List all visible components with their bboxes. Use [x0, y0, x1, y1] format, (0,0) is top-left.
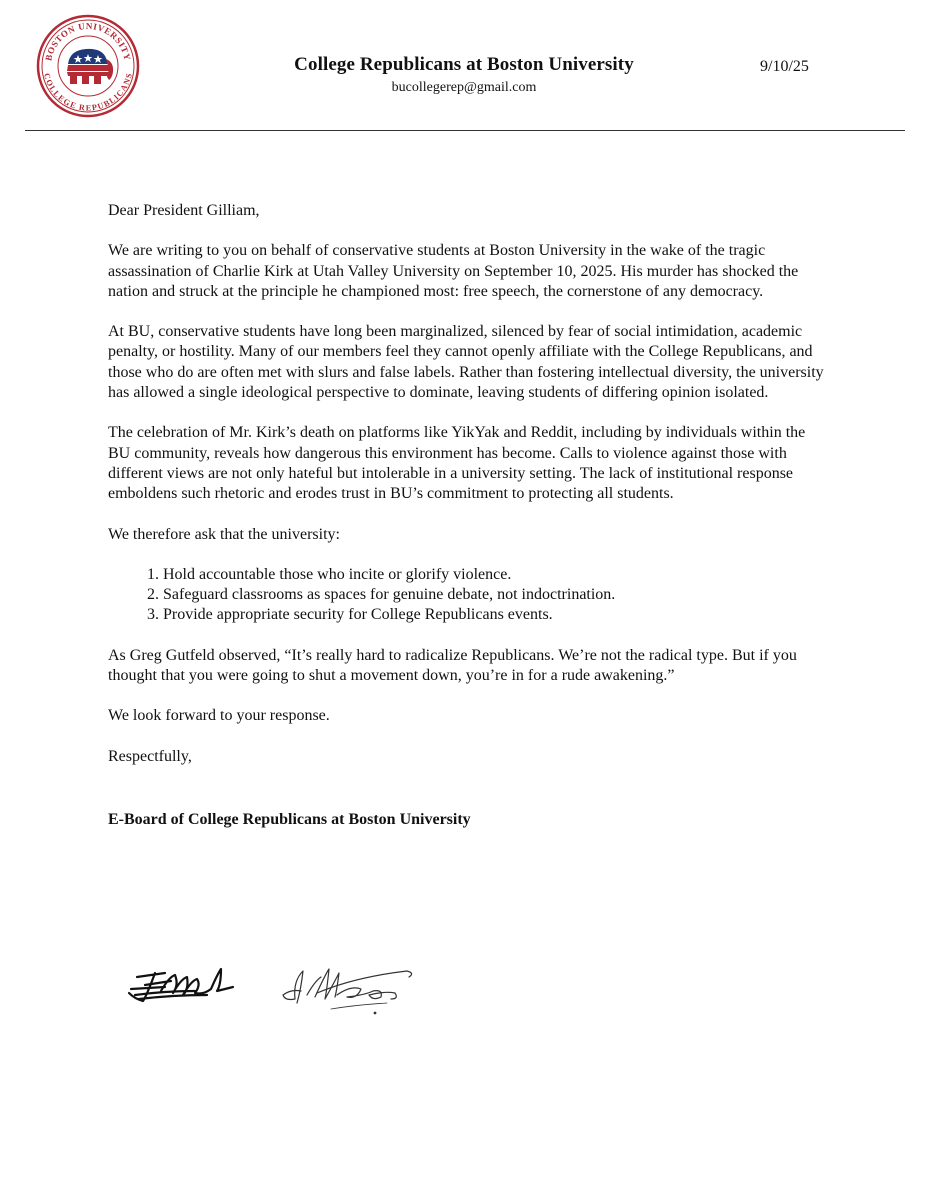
seal-bottom-text: COLLEGE REPUBLICANS — [42, 72, 134, 113]
paragraph-3: The celebration of Mr. Kirk’s death on platforms like YikYak and Reddit, including by individuals within the BU community, reveals how dangerous this environment has become. Calls to violence against those with different views are not only hateful but intolerable in a university setting. The lack of institutional response emboldens such rhetoric and erodes trust in BU’s commitment to protecting all students. — [108, 424, 806, 503]
organization-email: bucollegerep@gmail.com — [391, 80, 537, 95]
header-divider — [25, 130, 905, 131]
list-item: 2. Safeguard classrooms as spaces for genuine debate, not indoctrination. — [163, 585, 828, 605]
valediction: Respectfully, — [108, 747, 192, 765]
handwritten-signatures — [125, 955, 425, 1025]
closing-line: We look forward to your response. — [108, 707, 330, 725]
salutation: Dear President Gilliam, — [108, 202, 260, 219]
signature-1 — [129, 969, 233, 1001]
signature-2 — [283, 969, 412, 1014]
seal-top-text: BOSTON UNIVERSITY — [43, 20, 133, 62]
requests-list — [108, 565, 828, 626]
paragraph-4: We therefore ask that the university: — [108, 525, 340, 543]
signatory-name: E-Board of College Republicans at Boston University — [108, 810, 471, 828]
quote-paragraph: As Greg Gutfeld observed, “It’s really hard to radicalize Republicans. We’re not the radical type. But if you thought that you were going to shut a movement down, you’re in for a rude awakening.” — [108, 646, 797, 685]
paragraph-2: At BU, conservative students have long been marginalized, silenced by fear of social intimidation, academic penalty, or hostility. Many of our members feel they cannot openly affiliate with the College Republicans, and those who do are often met with slurs and false labels. Rather than fostering intellectual diversity, the university has allowed a single ideological perspective to dominate, leaving students of differing opinion isolated. — [108, 323, 824, 402]
list-item: 3. Provide appropriate security for College Republicans events. — [163, 605, 828, 625]
list-item: 1. Hold accountable those who incite or glorify violence. — [163, 565, 828, 585]
organization-name: College Republicans at Boston University — [294, 54, 634, 75]
letter-body — [108, 201, 828, 850]
paragraph-1: We are writing to you on behalf of conservative students at Boston University in the wake of the tragic assassination of Charlie Kirk at Utah Valley University on September 10, 2025. His murder has shocked the nation and struck at the principle he championed most: free speech, the cornerstone of any democracy. — [108, 242, 799, 300]
letter-date: 9/10/25 — [760, 58, 809, 75]
